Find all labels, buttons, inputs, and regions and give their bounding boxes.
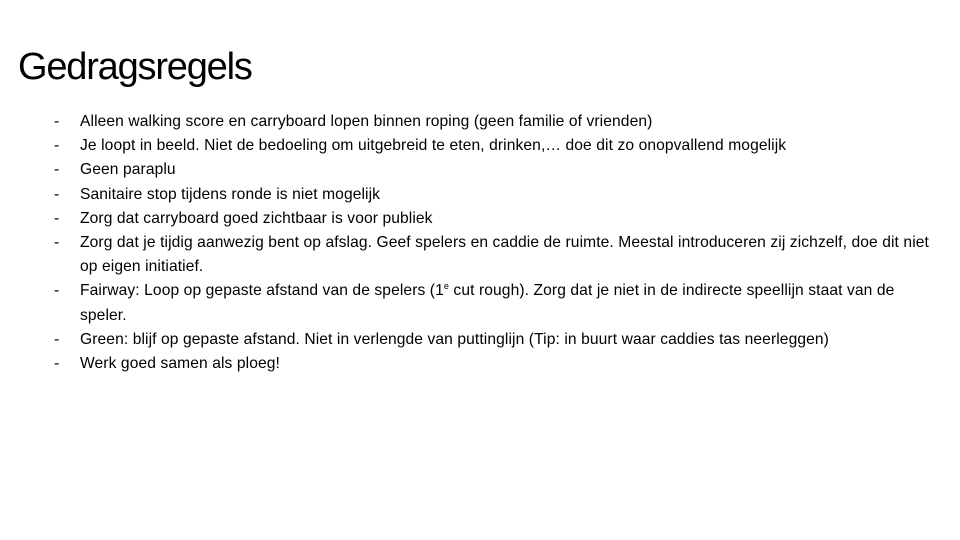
rule-text-part: cut rough). Zorg dat je niet in de indirecte speellijn staat van de speler.: [80, 282, 895, 324]
list-item: [54, 352, 934, 376]
bullet-dash: -: [54, 137, 60, 155]
rule-text: Green: blijf op gepaste afstand. Niet in verlengde van puttinglijn (Tip: in buurt waar caddies tas neerleggen): [80, 330, 829, 348]
rule-text: [80, 282, 894, 323]
ordinal-superscript: e: [443, 281, 449, 292]
bullet-dash: -: [54, 355, 60, 373]
bullet-dash: -: [54, 330, 60, 348]
list-item: [54, 134, 934, 158]
slide-title: Gedragsregels: [18, 46, 252, 88]
rule-text: Zorg dat carryboard goed zichtbaar is voor publiek: [80, 209, 433, 227]
rule-text: Zorg dat je tijdig aanwezig bent op afslag. Geef spelers en caddie de ruimte. Meestal introduceren zij zichzelf, doe dit niet op eigen initiatief.: [80, 234, 929, 276]
rule-text: Je loopt in beeld. Niet de bedoeling om uitgebreid te eten, drinken,… doe dit zo onopvallend mogelijk: [80, 137, 787, 155]
rule-text: Werk goed samen als ploeg!: [80, 355, 280, 373]
list-item: [54, 207, 934, 231]
rule-text: Sanitaire stop tijdens ronde is niet mogelijk: [80, 185, 381, 203]
list-item: [54, 328, 934, 352]
bullet-dash: -: [54, 113, 60, 130]
bullet-dash: -: [54, 185, 60, 203]
list-item: [54, 158, 934, 182]
rule-text: Geen paraplu: [80, 161, 176, 179]
rule-text: Alleen walking score en carryboard lopen binnen roping (geen familie of vrienden): [80, 113, 653, 130]
list-item: [54, 231, 934, 279]
bullet-dash: -: [54, 234, 60, 252]
bullet-dash: -: [54, 282, 60, 300]
rule-text-part: Fairway: Loop op gepaste afstand van de spelers (1: [80, 282, 444, 300]
bullet-dash: -: [54, 209, 60, 227]
bullet-dash: -: [54, 161, 60, 179]
list-item: [54, 110, 934, 134]
rules-list: [54, 110, 934, 376]
list-item: [54, 279, 934, 327]
list-item: [54, 183, 934, 207]
